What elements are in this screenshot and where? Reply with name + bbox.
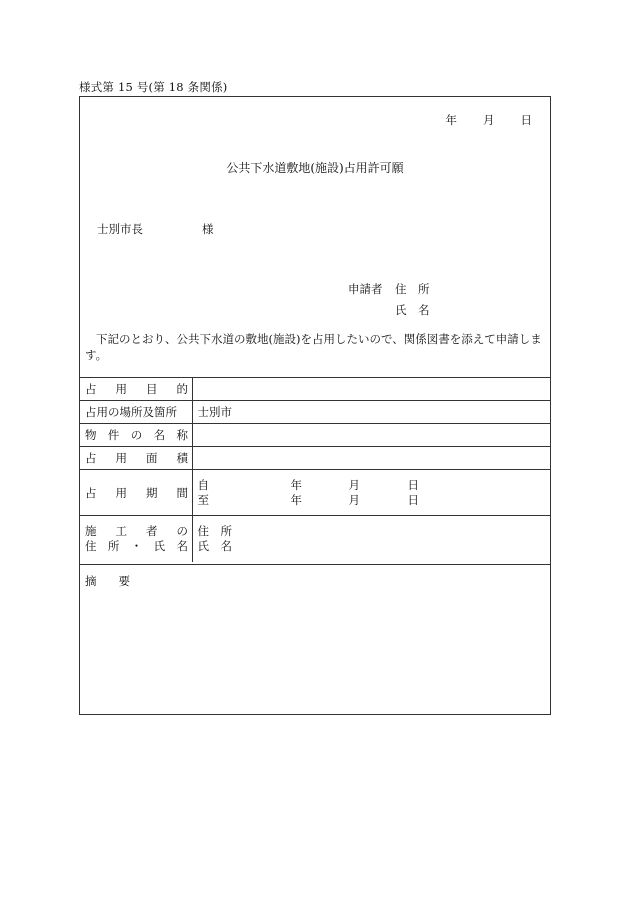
applicant-label: 申請者 <box>348 282 383 296</box>
contractor-name-label: 氏 名 <box>197 539 232 553</box>
table-row <box>80 516 550 563</box>
table-row <box>80 447 550 470</box>
purpose-label: 占 用 目 的 <box>80 378 192 401</box>
period-to: 至 年 月 日 <box>197 492 419 507</box>
remarks-label: 摘 要 <box>85 574 130 588</box>
contractor-label: 施 工 者 の 住 所 ・ 氏 名 <box>80 516 192 563</box>
table-row <box>80 470 550 516</box>
period-from: 自 年 月 日 <box>197 477 419 492</box>
form-number: 様式第 15 号(第 18 条関係) <box>79 80 228 94</box>
object-name-label: 物 件 の 名 称 <box>80 424 192 447</box>
period-value[interactable] <box>192 470 550 516</box>
area-value[interactable] <box>192 447 550 470</box>
object-name-value[interactable] <box>192 424 550 447</box>
location-value[interactable]: 士別市 <box>192 401 550 424</box>
details-table <box>80 377 550 562</box>
applicant-name-label: 氏 名 <box>395 303 430 317</box>
contractor-address-label: 住 所 <box>197 524 232 538</box>
date-month: 月 <box>483 113 495 127</box>
table-row <box>80 424 550 447</box>
honorific: 様 <box>202 222 214 236</box>
table-row <box>80 401 550 424</box>
addressee: 士別市長 <box>97 222 143 236</box>
form-title: 公共下水道敷地(施設)占用許可願 <box>226 161 404 175</box>
table-row <box>80 378 550 401</box>
period-label: 占 用 期 間 <box>80 470 192 516</box>
date-day: 日 <box>520 113 532 127</box>
date-year: 年 <box>445 113 457 127</box>
body-text: 下記のとおり、公共下水道の敷地(施設)を占用したいので、関係図書を添えて申請します。 <box>85 332 542 362</box>
location-label: 占用の場所及箇所 <box>80 401 192 424</box>
application-form <box>79 96 551 715</box>
contractor-value[interactable] <box>192 516 550 563</box>
date-line <box>446 112 533 128</box>
purpose-value[interactable] <box>192 378 550 401</box>
area-label: 占 用 面 積 <box>80 447 192 470</box>
applicant-address-label: 住 所 <box>395 282 430 296</box>
remarks-section[interactable] <box>80 564 550 715</box>
